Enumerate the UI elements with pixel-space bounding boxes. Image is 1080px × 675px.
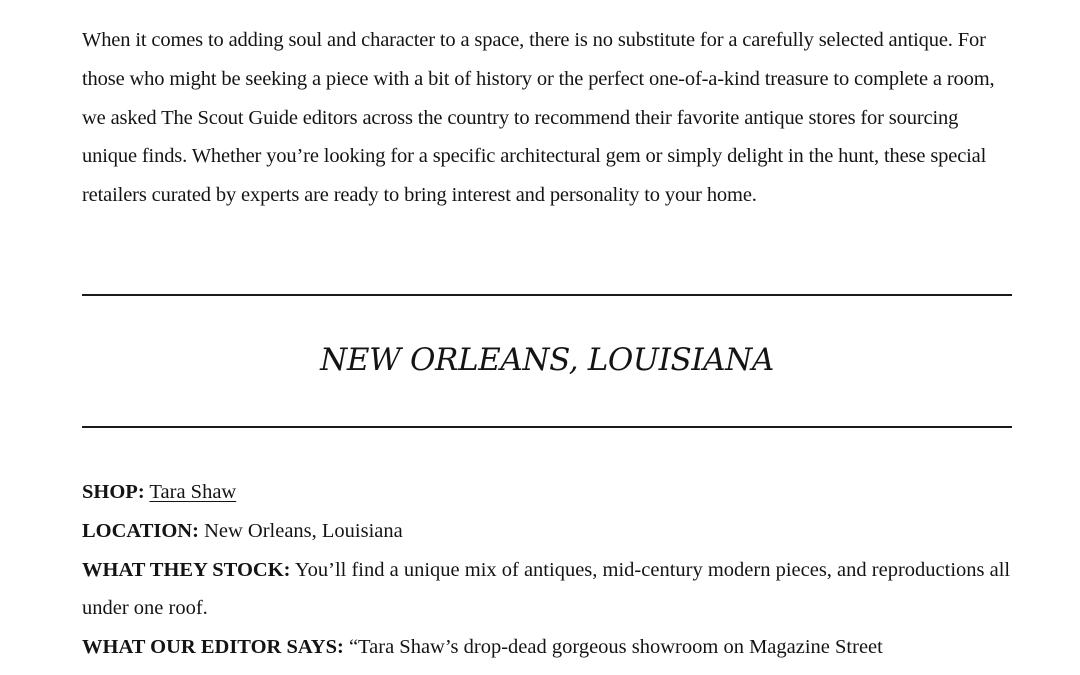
location-label: LOCATION: (82, 519, 199, 542)
shop-line (82, 473, 1012, 512)
location-line (82, 512, 1012, 551)
stock-label: WHAT THEY STOCK: (82, 558, 291, 581)
stock-value: You’ll find a unique mix of antiques, mid-century modern pieces, and reproductions all under one roof. (82, 558, 1011, 620)
shop-name-link[interactable]: Tara Shaw (149, 481, 237, 503)
section-divider-bottom (82, 426, 1012, 428)
section-divider-top (82, 294, 1012, 296)
editor-line (82, 628, 1012, 667)
shop-entry (82, 473, 1012, 667)
stock-line (82, 551, 1012, 629)
editor-value: “Tara Shaw’s drop-dead gorgeous showroom on Magazine Street (348, 636, 883, 659)
location-value: New Orleans, Louisiana (204, 519, 403, 542)
intro-paragraph: When it comes to adding soul and character to a space, there is no substitute for a carefully selected antique. For those who might be seeking a piece with a bit of history or the perfect one-of-a-kind treasure to complete a room, we asked The Scout Guide editors across the country to recommend their favorite antique stores for sourcing unique finds. Whether you’re looking for a specific architectural gem or simply delight in the hunt, these special retailers curated by experts are ready to bring interest and personality to your home. (82, 29, 995, 207)
section-heading: NEW ORLEANS, LOUISIANA (320, 342, 774, 378)
editor-label: WHAT OUR EDITOR SAYS: (82, 636, 344, 659)
shop-label: SHOP: (82, 481, 145, 503)
